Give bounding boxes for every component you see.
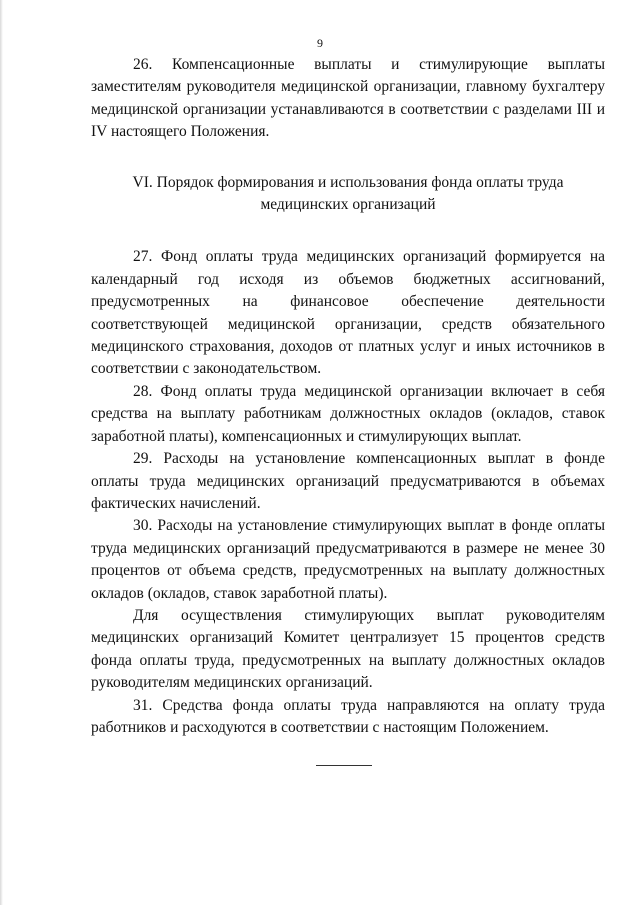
section-heading [91, 172, 605, 217]
scan-edge [0, 0, 3, 905]
paragraph-28: 28. Фонд оплаты труда медицинской организации включает в себя средства на выплату работникам должностных окладов (окладов, ставок заработной платы), компенсационных и стимулирующих выплат. [91, 382, 605, 445]
end-divider-line [316, 765, 372, 766]
paragraph-30: 30. Расходы на установление стимулирующих выплат в фонде оплаты труда медицинских организаций предусматриваются в размере не менее 30 процентов от объема средств, предусмотренных на выплату должностных окладов (окладов, ставок заработной платы). [91, 517, 605, 602]
paragraph-27: 27. Фонд оплаты труда медицинских организаций формируется на календарный год исходя из объемов бюджетных ассигнований, предусмотренных на финансовое обеспечение деятельности соответствующей медицинской организации, средств обязательного медицинского страхования, доходов от платных услуг и иных источников в соответствии с законодательством. [91, 248, 605, 378]
document-body [91, 54, 605, 739]
page-number: 9 [317, 36, 323, 50]
paragraph-26: 26. Компенсационные выплаты и стимулирующие выплаты заместителям руководителя медицинской организации, главному бухгалтеру медицинской организации устанавливаются в соответствии с разделами III и IV настоящего Положения. [91, 56, 605, 141]
paragraph-31: 31. Средства фонда оплаты труда направляются на оплату труда работников и расходуются в соответствии с настоящим Положением. [91, 696, 605, 736]
paragraph-29: 29. Расходы на установление компенсационных выплат в фонде оплаты труда медицинских организаций предусматриваются в объемах фактических начислений. [91, 450, 605, 512]
section-heading-line-1: VI. Порядок формирования и использования фонда оплаты труда [132, 173, 564, 191]
paragraph-30-continuation: Для осуществления стимулирующих выплат руководителям медицинских организаций Комитет централизует 15 процентов средств фонда оплаты труда, предусмотренных на выплату должностных окладов руководителям медицинских организаций. [91, 606, 605, 692]
section-heading-line-2: медицинских организаций [260, 196, 436, 214]
